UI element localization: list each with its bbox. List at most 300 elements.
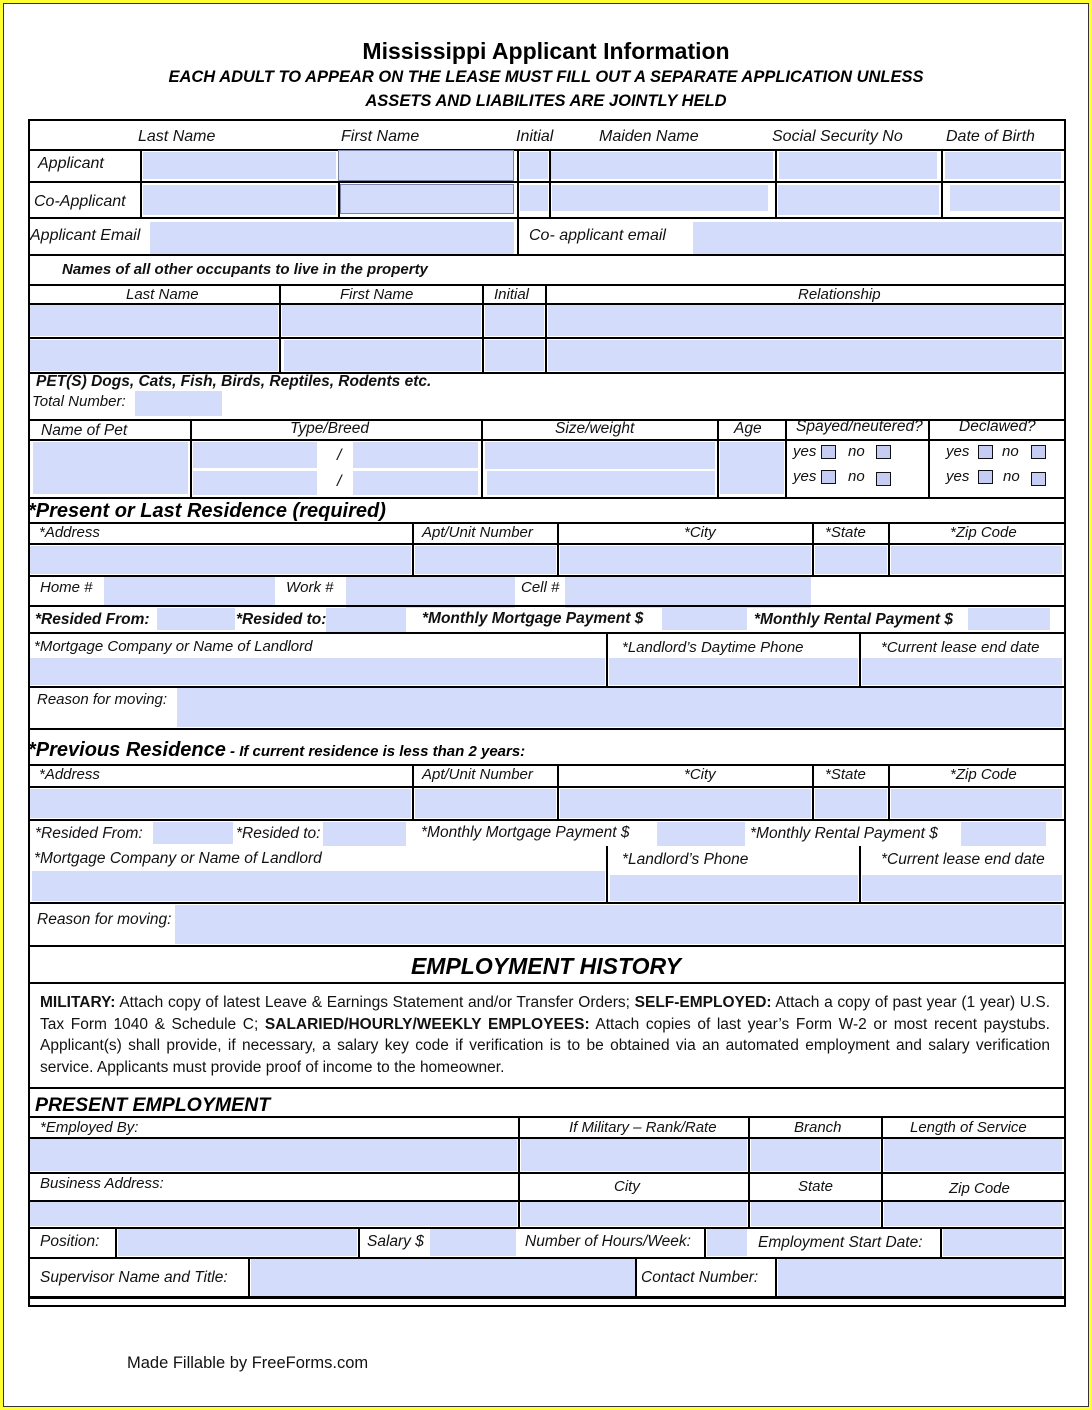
text-input[interactable]: [520, 152, 548, 179]
occupants-heading: Names of all other occupants to live in the property: [62, 261, 428, 278]
text-input[interactable]: [521, 1139, 747, 1171]
declawed-2-yes-label: yes: [946, 468, 970, 485]
pv-lease-end-field[interactable]: [862, 875, 1062, 901]
emp-zip-field[interactable]: [884, 1202, 1062, 1226]
text-input[interactable]: [521, 1202, 747, 1226]
emp-state-field[interactable]: [751, 1202, 880, 1226]
pet-col-declawed: Declawed?: [959, 418, 1036, 435]
work-phone-label: Work #: [286, 579, 334, 596]
cell-phone-label: Cell #: [521, 579, 560, 596]
pr-reason-label: Reason for moving:: [37, 691, 168, 708]
pv-lease-end-label: *Current lease end date: [881, 851, 1045, 868]
hours-field[interactable]: [707, 1229, 747, 1256]
pv-city-field[interactable]: [560, 789, 811, 818]
pv-mortgage-field[interactable]: [657, 822, 745, 846]
employed-by-label: *Employed By:: [40, 1119, 139, 1136]
text-input[interactable]: [157, 608, 235, 630]
pr-state-field[interactable]: [815, 546, 887, 574]
length-of-service-field[interactable]: [884, 1139, 1062, 1171]
text-input[interactable]: [30, 546, 411, 574]
text-input[interactable]: [884, 1202, 1062, 1226]
pr-lease-end-field[interactable]: [862, 658, 1062, 685]
pr-col-city: *City: [684, 524, 716, 541]
salary-field[interactable]: [430, 1229, 516, 1256]
text-input[interactable]: [341, 185, 513, 213]
text-input[interactable]: [693, 222, 1062, 254]
divider: [517, 149, 519, 254]
coapplicant-initial-field[interactable]: [520, 185, 548, 211]
occupant-1-last-name-field[interactable]: [30, 305, 278, 336]
divider: [635, 1257, 637, 1297]
pr-address-field[interactable]: [30, 546, 411, 574]
text-input[interactable]: [143, 185, 336, 215]
divider: [358, 1227, 360, 1257]
branch-label: Branch: [794, 1119, 842, 1136]
divider: [812, 764, 814, 820]
occupant-1-relationship-field[interactable]: [548, 305, 1062, 336]
text-input[interactable]: [30, 789, 411, 818]
text-input[interactable]: [609, 658, 858, 685]
divider: [28, 181, 1064, 183]
occ-col-first-name: First Name: [340, 286, 414, 303]
spayed-2-yes-checkbox[interactable]: [821, 470, 836, 484]
home-phone-field[interactable]: [104, 577, 275, 605]
divider: [248, 1257, 250, 1297]
pet-age-field[interactable]: [720, 442, 784, 494]
divider: [28, 254, 1064, 256]
branch-field[interactable]: [751, 1139, 880, 1171]
divider: [28, 1087, 1064, 1089]
text-input[interactable]: [720, 442, 784, 494]
text-input[interactable]: [30, 1139, 517, 1171]
emp-city-label: City: [614, 1178, 640, 1195]
text-input[interactable]: [943, 1229, 1062, 1256]
pet-1-slash: /: [337, 447, 342, 464]
text-input[interactable]: [30, 1202, 517, 1226]
supervisor-label: Supervisor Name and Title:: [40, 1269, 228, 1286]
pr-city-field[interactable]: [560, 546, 811, 574]
length-of-service-label: Length of Service: [910, 1119, 1027, 1136]
occupant-2-last-name-field[interactable]: [30, 340, 278, 371]
pet-1-size-field[interactable]: [485, 442, 715, 469]
col-last-name: Last Name: [138, 128, 216, 145]
cell-phone-field[interactable]: [565, 577, 811, 608]
salaried-label: SALARIED/HOURLY/WEEKLY EMPLOYEES:: [264, 1015, 590, 1033]
divider: [28, 728, 1064, 730]
pr-apt-field[interactable]: [415, 546, 556, 574]
text-input[interactable]: [33, 442, 188, 494]
text-input[interactable]: [565, 577, 811, 608]
pv-resided-from-label: *Resided From:: [35, 825, 143, 842]
pv-col-apt: Apt/Unit Number: [422, 766, 533, 783]
text-input[interactable]: [551, 152, 773, 179]
business-address-field[interactable]: [30, 1202, 517, 1226]
occupant-2-initial-field[interactable]: [485, 340, 544, 371]
occupant-1-initial-field[interactable]: [485, 305, 544, 336]
contact-number-field[interactable]: [778, 1259, 1062, 1296]
divider: [28, 1296, 1064, 1299]
pv-address-field[interactable]: [30, 789, 411, 818]
text-input[interactable]: [560, 789, 811, 818]
divider: [28, 982, 1064, 984]
pv-reason-field[interactable]: [175, 905, 1062, 944]
pr-rental-field[interactable]: [968, 608, 1050, 630]
pet-2-slash: /: [337, 473, 342, 490]
text-input[interactable]: [485, 340, 544, 371]
divider: [28, 522, 1064, 524]
pr-col-zip: *Zip Code: [950, 524, 1017, 541]
divider: [557, 764, 559, 820]
applicant-email-label: Applicant Email: [30, 227, 141, 244]
divider: [28, 1116, 1064, 1118]
divider: [606, 846, 608, 903]
business-address-label: Business Address:: [40, 1175, 164, 1192]
text-input[interactable]: [175, 905, 1062, 944]
pets-total-field[interactable]: [135, 391, 222, 416]
divider: [28, 217, 1064, 219]
pv-col-state: *State: [825, 766, 866, 783]
spayed-1-no-checkbox[interactable]: [876, 445, 891, 459]
present-residence-heading: *Present or Last Residence (required): [28, 500, 386, 522]
divider: [115, 1227, 117, 1257]
emp-state-label: State: [798, 1178, 834, 1195]
divider: [888, 522, 890, 576]
text-input[interactable]: [323, 822, 406, 846]
pv-landlord-phone-field[interactable]: [610, 875, 858, 901]
employment-history-heading: EMPLOYMENT HISTORY: [410, 953, 682, 979]
divider: [28, 605, 1064, 607]
pv-zip-field[interactable]: [891, 789, 1062, 818]
text-input[interactable]: [430, 1229, 516, 1256]
employment-instructions: [40, 992, 1050, 1078]
row-coapplicant-label: Co-Applicant: [34, 193, 126, 210]
text-input[interactable]: [193, 471, 317, 495]
text-input[interactable]: [815, 546, 887, 574]
text-input[interactable]: [485, 305, 544, 336]
divider: [545, 284, 547, 372]
pr-col-address: *Address: [39, 524, 100, 541]
divider: [928, 419, 930, 499]
spayed-1-yes-label: yes: [793, 443, 817, 460]
text-input[interactable]: [143, 152, 336, 179]
text-input[interactable]: [751, 1202, 880, 1226]
pet-1-type-field[interactable]: [193, 442, 317, 468]
col-ssn: Social Security No: [772, 128, 903, 145]
text-input[interactable]: [662, 608, 747, 630]
pv-state-field[interactable]: [815, 789, 887, 818]
position-field[interactable]: [118, 1229, 357, 1256]
divider: [28, 786, 1064, 788]
present-employment-heading: PRESENT EMPLOYMENT: [35, 1094, 271, 1116]
divider: [941, 149, 943, 217]
emp-zip-label: Zip Code: [949, 1180, 1010, 1197]
divider: [482, 284, 484, 372]
pv-resided-to-label: *Resided to:: [236, 825, 321, 842]
text-input[interactable]: [950, 185, 1060, 211]
divider: [412, 522, 414, 576]
divider: [28, 819, 1064, 821]
occ-col-last-name: Last Name: [126, 286, 199, 303]
footer-credit: Made Fillable by FreeForms.com: [127, 1354, 369, 1372]
text-input[interactable]: [891, 789, 1062, 818]
occupant-2-first-name-field[interactable]: [284, 340, 481, 371]
subtitle-line-1: EACH ADULT TO APPEAR ON THE LEASE MUST FILL OUT A SEPARATE APPLICATION UNLESS: [168, 68, 924, 86]
declawed-1-no-label: no: [1002, 443, 1019, 460]
self-employed-text: Attach a copy of past year (1 year) U.S. Tax Form 1040 & Schedule C;: [40, 994, 1051, 1033]
text-input[interactable]: [177, 688, 1062, 727]
pet-col-spayed: Spayed/neutered?: [796, 418, 923, 435]
text-input[interactable]: [751, 1139, 880, 1171]
declawed-1-yes-label: yes: [946, 443, 970, 460]
divider: [279, 284, 281, 372]
text-input[interactable]: [30, 658, 605, 685]
col-maiden-name: Maiden Name: [599, 128, 699, 145]
spayed-1-yes-checkbox[interactable]: [821, 445, 836, 459]
declawed-1-no-checkbox[interactable]: [1031, 445, 1046, 459]
previous-residence-heading: [28, 739, 525, 762]
text-input[interactable]: [284, 340, 481, 371]
pet-name-field[interactable]: [33, 442, 188, 494]
text-input[interactable]: [862, 658, 1062, 685]
row-applicant-label: Applicant: [38, 155, 104, 172]
pv-col-zip: *Zip Code: [950, 766, 1017, 783]
pr-mortgage-field[interactable]: [662, 608, 747, 630]
self-employed-label: SELF-EMPLOYED:: [634, 994, 772, 1011]
military-label: MILITARY:: [40, 994, 116, 1011]
text-input[interactable]: [778, 185, 939, 215]
text-input[interactable]: [282, 305, 481, 336]
text-input[interactable]: [610, 875, 858, 901]
pr-col-state: *State: [825, 524, 866, 541]
divider: [190, 419, 192, 499]
coapplicant-ssn-field[interactable]: [778, 185, 939, 215]
text-input[interactable]: [251, 1259, 635, 1296]
text-input[interactable]: [961, 822, 1046, 846]
col-dob: Date of Birth: [946, 128, 1035, 145]
page-title: Mississippi Applicant Information: [362, 38, 730, 64]
divider: [28, 1172, 1064, 1174]
text-input[interactable]: [326, 608, 406, 632]
work-phone-field[interactable]: [346, 577, 515, 608]
pet-2-type-field[interactable]: [193, 471, 317, 495]
pr-resided-from-label: *Resided From:: [35, 611, 150, 628]
pr-resided-from-field[interactable]: [157, 608, 235, 630]
pr-rental-label: *Monthly Rental Payment $: [754, 611, 953, 628]
divider: [28, 543, 1064, 545]
text-input[interactable]: [353, 442, 478, 468]
divider: [412, 764, 414, 820]
pr-resided-to-label: *Resided to:: [236, 611, 327, 628]
divider: [775, 149, 777, 217]
start-date-label: Employment Start Date:: [758, 1234, 923, 1251]
text-input[interactable]: [968, 608, 1050, 630]
applicant-email-field[interactable]: [150, 222, 514, 254]
coapplicant-last-name-field[interactable]: [143, 185, 336, 215]
divider: [557, 522, 559, 576]
coapplicant-email-label: Co- applicant email: [529, 227, 666, 244]
declawed-1-yes-checkbox[interactable]: [978, 445, 993, 459]
divider: [28, 945, 1064, 947]
pr-landlord-label: *Mortgage Company or Name of Landlord: [34, 638, 313, 655]
text-input[interactable]: [707, 1229, 747, 1256]
text-input[interactable]: [104, 577, 275, 605]
text-input[interactable]: [945, 152, 1061, 179]
pr-lease-end-label: *Current lease end date: [881, 639, 1040, 656]
text-input[interactable]: [552, 185, 768, 211]
declawed-2-no-checkbox[interactable]: [1031, 472, 1046, 486]
text-input[interactable]: [657, 822, 745, 846]
text-input[interactable]: [487, 471, 715, 495]
previous-residence-note: - If current residence is less than 2 years:: [225, 743, 526, 760]
pr-resided-to-field[interactable]: [326, 608, 406, 632]
coapplicant-dob-field[interactable]: [950, 185, 1060, 211]
text-input[interactable]: [548, 340, 1062, 371]
divider: [888, 764, 890, 820]
supervisor-field[interactable]: [251, 1259, 635, 1296]
pet-col-name: Name of Pet: [41, 422, 128, 439]
applicant-ssn-field[interactable]: [779, 152, 937, 179]
pets-total-label: Total Number:: [32, 393, 126, 410]
divider: [28, 764, 1064, 766]
rank-label: If Military – Rank/Rate: [569, 1119, 717, 1136]
pr-landlord-phone-field[interactable]: [609, 658, 858, 685]
coapplicant-first-name-field[interactable]: [340, 184, 514, 214]
divider: [28, 149, 1064, 151]
declawed-2-yes-checkbox[interactable]: [978, 470, 993, 484]
text-input[interactable]: [779, 152, 937, 179]
position-label: Position:: [40, 1233, 100, 1250]
text-input[interactable]: [32, 871, 605, 901]
text-input[interactable]: [891, 546, 1062, 574]
pet-2-size-field[interactable]: [487, 471, 715, 495]
text-input[interactable]: [884, 1139, 1062, 1171]
pv-resided-to-field[interactable]: [323, 822, 406, 846]
text-input[interactable]: [346, 577, 515, 608]
pet-1-breed-field[interactable]: [353, 442, 478, 468]
divider: [140, 149, 142, 217]
pr-landlord-field[interactable]: [30, 658, 605, 685]
divider: [28, 902, 1064, 904]
pv-rental-field[interactable]: [961, 822, 1046, 846]
coapplicant-email-field[interactable]: [693, 222, 1062, 254]
text-input[interactable]: [560, 546, 811, 574]
divider: [812, 522, 814, 576]
text-input[interactable]: [415, 546, 556, 574]
applicant-maiden-name-field[interactable]: [551, 152, 773, 179]
text-input[interactable]: [135, 391, 222, 416]
text-input[interactable]: [150, 222, 514, 254]
start-date-field[interactable]: [943, 1229, 1062, 1256]
pv-landlord-phone-label: *Landlord’s Phone: [622, 851, 749, 868]
col-first-name: First Name: [341, 128, 420, 145]
text-input[interactable]: [153, 822, 233, 844]
divider: [775, 1257, 777, 1297]
pv-landlord-field[interactable]: [32, 871, 605, 901]
divider: [940, 1227, 942, 1257]
hours-label: Number of Hours/Week:: [525, 1233, 691, 1250]
pv-reason-label: Reason for moving:: [37, 911, 172, 928]
pr-col-apt: Apt/Unit Number: [422, 524, 533, 541]
pr-mortgage-label: *Monthly Mortgage Payment $: [422, 610, 644, 627]
divider: [704, 1227, 706, 1257]
divider: [28, 439, 1064, 441]
spayed-2-yes-label: yes: [793, 468, 817, 485]
text-input[interactable]: [353, 471, 478, 495]
pets-heading: PET(S) Dogs, Cats, Fish, Birds, Reptiles, Rodents etc.: [36, 373, 432, 390]
text-input[interactable]: [815, 789, 887, 818]
pr-reason-field[interactable]: [177, 688, 1062, 727]
salaried-text: Attach copies of last year’s Form W-2 or most recent paystubs. Applicant(s) shall provide, if necessary, a salary key code if verification is to be obtained via an automated employment and salary verification service. Applicants must provide proof of income to the homeowner.: [40, 1015, 1050, 1076]
pv-col-address: *Address: [39, 766, 100, 783]
salary-label: Salary $: [367, 1233, 424, 1250]
divider: [717, 419, 719, 499]
pet-2-breed-field[interactable]: [353, 471, 478, 495]
subtitle-line-2: ASSETS AND LIABILITES ARE JOINTLY HELD: [365, 92, 727, 110]
spayed-2-no-label: no: [848, 468, 865, 485]
applicant-last-name-field[interactable]: [143, 152, 336, 179]
applicant-dob-field[interactable]: [945, 152, 1061, 179]
text-input[interactable]: [485, 442, 715, 469]
occ-col-relationship: Relationship: [798, 286, 881, 303]
text-input[interactable]: [520, 185, 548, 211]
applicant-initial-field[interactable]: [520, 152, 548, 179]
divider: [481, 419, 483, 499]
text-input[interactable]: [118, 1229, 357, 1256]
form-page: [3, 3, 1089, 1407]
pv-apt-field[interactable]: [415, 789, 556, 818]
divider: [28, 497, 1064, 499]
text-input[interactable]: [778, 1259, 1062, 1296]
divider: [859, 846, 861, 903]
pet-col-type: Type/Breed: [290, 420, 369, 437]
military-text: Attach copy of latest Leave & Earnings Statement and/or Transfer Orders;: [115, 994, 635, 1011]
divider: [859, 632, 861, 687]
occupant-2-relationship-field[interactable]: [548, 340, 1062, 371]
text-input[interactable]: [862, 875, 1062, 901]
rank-field[interactable]: [521, 1139, 747, 1171]
text-input[interactable]: [339, 151, 513, 180]
pr-landlord-phone-label: *Landlord’s Daytime Phone: [622, 639, 804, 656]
col-initial: Initial: [516, 128, 554, 145]
occ-col-initial: Initial: [494, 286, 530, 303]
pr-zip-field[interactable]: [891, 546, 1062, 574]
previous-residence-title: *Previous Residence: [28, 739, 226, 761]
spayed-1-no-label: no: [848, 443, 865, 460]
spayed-2-no-checkbox[interactable]: [876, 472, 891, 486]
text-input[interactable]: [193, 442, 317, 468]
emp-city-field[interactable]: [521, 1202, 747, 1226]
text-input[interactable]: [415, 789, 556, 818]
divider: [606, 632, 608, 687]
pet-col-size: Size/weight: [555, 420, 635, 437]
employed-by-field[interactable]: [30, 1139, 517, 1171]
text-input[interactable]: [30, 340, 278, 371]
occupant-1-first-name-field[interactable]: [282, 305, 481, 336]
divider: [785, 419, 787, 499]
pet-col-age: Age: [734, 420, 762, 437]
home-phone-label: Home #: [40, 579, 93, 596]
text-input[interactable]: [30, 305, 278, 336]
coapplicant-maiden-name-field[interactable]: [552, 185, 768, 211]
pv-mortgage-label: *Monthly Mortgage Payment $: [421, 824, 630, 841]
divider: [28, 632, 1064, 634]
pv-col-city: *City: [684, 766, 716, 783]
contact-number-label: Contact Number:: [641, 1269, 759, 1286]
text-input[interactable]: [548, 305, 1062, 336]
applicant-first-name-field[interactable]: [338, 150, 514, 181]
pv-resided-from-field[interactable]: [153, 822, 233, 844]
declawed-2-no-label: no: [1003, 468, 1020, 485]
